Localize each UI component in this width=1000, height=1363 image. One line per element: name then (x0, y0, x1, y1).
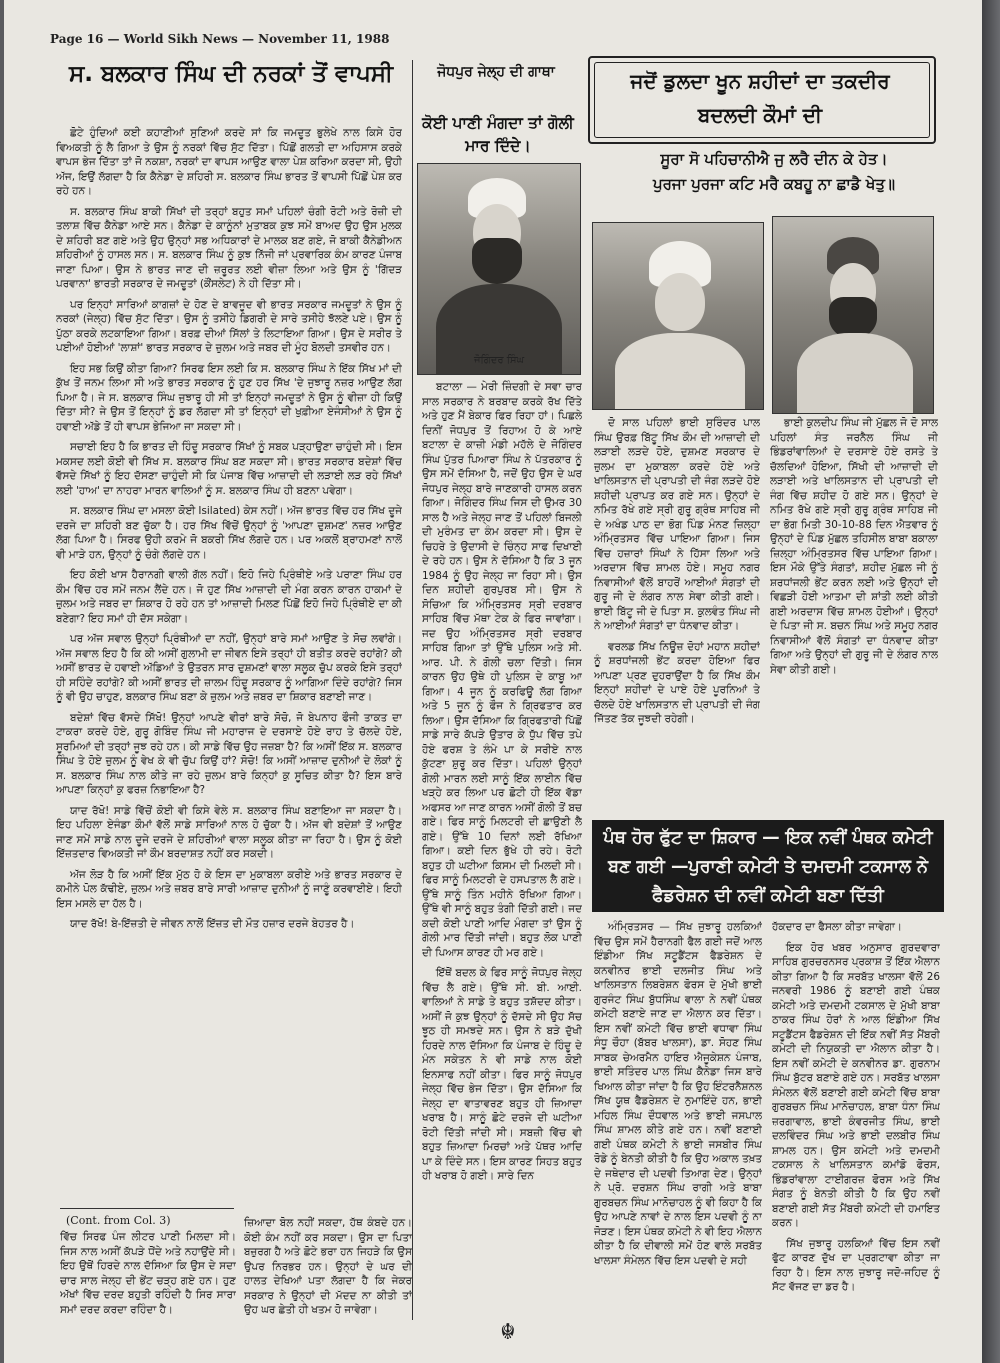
article4-headline-box: ਪੰਥ ਹੋਰ ਫੁੱਟ ਦਾ ਸ਼ਿਕਾਰ — ਇਕ ਨਵੀਂ ਪੰਥਕ ਕਮੇਟੀ ਬਣ ਗਈ —ਪੁਰਾਣੀ ਕਮੇਟੀ ਤੇ ਦਮਦਮੀ ਟਕਸਾਲ ਨੇ ਫੈਡਰੇਸ਼ਨ ਦੀ ਨਵੀਂ ਕਮੇਟੀ ਬਣਾ ਦਿੱਤੀ (592, 820, 944, 912)
article1-paragraph: ਯਾਦ ਰੱਖੋ! ਬੇ-ਇੱਜ਼ਤੀ ਦੇ ਜੀਵਨ ਨਾਲੋਂ ਇੱਜ਼ਤ ਦੀ ਮੌਤ ਹਜ਼ਾਰ ਦਰਜੇ ਬੇਹਤਰ ਹੈ। (70, 918, 355, 930)
column-divider (412, 60, 413, 1320)
article1-paragraph: ਸ. ਬਲਕਾਰ ਸਿੰਘ ਬਾਕੀ ਸਿੱਖਾਂ ਦੀ ਤਰ੍ਹਾਂ ਬਹੁਤ ਸਮਾਂ ਪਹਿਲਾਂ ਚੰਗੀ ਰੋਟੀ ਅਤੇ ਰੋਜ਼ੀ ਦੀ ਤਲਾਸ਼ ਵਿੱਚ ਕੈਨੇਡਾ ਆਏ ਸਨ। ਕੈਨੇਡਾ ਦੇ ਕਾਨੂੰਨਾਂ ਮੁਤਾਬਕ ਕੁਝ ਸਮੇਂ ਬਾਅਦ ਉਹ ਉਸ ਮੁਲਕ ਦੇ ਸ਼ਹਿਰੀ ਬਣ ਗਏ ਅਤੇ ਉਹ ਉਨ੍ਹਾਂ ਸਭ ਅਧਿਕਾਰਾਂ ਦੇ ਮਾਲਕ ਬਣ ਗਏ, ਜੋ ਬਾਕੀ ਕੈਨੇਡੀਅਨ ਸ਼ਹਿਰੀਆਂ ਨੂੰ ਹਾਸਲ ਸਨ। ਸ. ਬਲਕਾਰ ਸਿੰਘ ਨੂੰ ਕੁਝ ਨਿੱਜੀ ਜਾਂ ਪ੍ਰਵਾਰਿਕ ਕੰਮ ਕਾਰਣ ਪੰਜਾਬ ਜਾਣਾ ਪਿਆ। ਉਸ ਨੇ ਭਾਰਤ ਜਾਣ ਦੀ ਜ਼ਰੂਰਤ ਲਈ ਵੀਜ਼ਾ ਲਿਆ ਅਤੇ ਉਸ ਨੂੰ 'ਗਿੱਦੜ ਪਰਵਾਨਾ' ਭਾਰਤੀ ਸਰਕਾਰ ਦੇ ਜਮਦੂਤਾਂ (ਕੌਂਸਲੇਟ) ਨੇ ਹੀ ਦਿੱਤਾ ਸੀ। (56, 205, 402, 290)
article4-paragraph: ਹੱਕਦਾਰ ਦਾ ਫੈਸਲਾ ਕੀਤਾ ਜਾਵੇਗਾ। (772, 921, 902, 933)
article2-paragraph: ਇੱਥੋਂ ਬਦਲ ਕੇ ਫਿਰ ਸਾਨੂੰ ਜੋਧਪੁਰ ਜੇਲ੍ਹ ਵਿੱਚ ਲੈ ਗਏ। ਉੱਥੇ ਸੀ. ਬੀ. ਆਈ. ਵਾਲਿਆਂ ਨੇ ਸਾਡੇ ਤੇ ਬਹੁਤ ਤਸ਼ੱਦਦ ਕੀਤਾ। ਅਸੀਂ ਜੋ ਕੁਝ ਉਨ੍ਹਾਂ ਨੂੰ ਦੱਸਦੇ ਸੀ ਉਹ ਸੱਚ ਝੂਠ ਹੀ ਸਮਝਦੇ ਸਨ। ਉਸ ਨੇ ਬੜੇ ਦੁੱਖੀ ਹਿਰਦੇ ਨਾਲ ਦੱਸਿਆ ਕਿ ਪੰਜਾਬ ਦੇ ਹਿੰਦੂ ਦੇ ਮੰਨ ਸਕੇਤਨ ਨੇ ਵੀ ਸਾਡੇ ਨਾਲ ਕੋਈ ਇਨਸਾਫ ਨਹੀਂ ਕੀਤਾ। ਫਿਰ ਸਾਨੂੰ ਜੋਧਪੁਰ ਜੇਲ੍ਹ ਵਿੱਚ ਭੇਜ ਦਿੱਤਾ। ਉਸ ਦੱਸਿਆ ਕਿ ਜੇਲ੍ਹ ਦਾ ਵਾਤਾਵਰਣ ਬਹੁਤ ਹੀ ਜ਼ਿਆਦਾ ਖਰਾਬ ਹੈ। ਸਾਨੂੰ ਛੋਟੇ ਦਰਜੇ ਦੀ ਘਟੀਆ ਰੋਟੀ ਦਿੱਤੀ ਜਾਂਦੀ ਸੀ। ਸਬਜ਼ੀ ਵਿੱਚ ਵੀ ਬਹੁਤ ਜ਼ਿਆਦਾ ਮਿਰਚਾਂ ਅਤੇ ਪੱਥਰ ਆਦਿ ਪਾ ਕੇ ਦਿੰਦੇ ਸਨ। ਇਸ ਕਾਰਣ ਸਿਹਤ ਬਹੁਤ ਹੀ ਖਰਾਬ ਹੋ ਗਈ। ਸਾਰੇ ਦਿਨ (422, 967, 582, 1182)
article1-paragraph: ਅੱਜ ਲੋੜ ਹੈ ਕਿ ਅਸੀਂ ਇੱਕ ਮੁੱਠ ਹੋ ਕੇ ਇਸ ਦਾ ਮੁਕਾਬਲਾ ਕਰੀਏ ਅਤੇ ਭਾਰਤ ਸਰਕਾਰ ਦੇ ਕਮੀਨੇ ਪੋਲ ਕੱਢੀਏ, ਜ਼ੁਲਮ ਅਤੇ ਜ਼ਬਰ ਬਾਰੇ ਸਾਰੀ ਆਜ਼ਾਦ ਦੁਨੀਆਂ ਨੂੰ ਜਾਣੂੰ ਕਰਵਾਈਏ। ਇਹੀ ਇਸ ਮਸਲੇ ਦਾ ਹੱਲ ਹੈ। (56, 868, 402, 910)
article3-headline: ਜਦੋਂ ਡੁਲਦਾ ਖੂਨ ਸ਼ਹੀਦਾਂ ਦਾ ਤਕਦੀਰ ਬਦਲਦੀ ਕੌਮਾਂ ਦੀ (630, 69, 890, 127)
article1-headline: ਸ. ਬਲਕਾਰ ਸਿੰਘ ਦੀ ਨਰਕਾਂ ਤੋਂ ਵਾਪਸੀ (68, 61, 394, 87)
article1-paragraph: ਸ. ਬਲਕਾਰ ਸਿੰਘ ਦਾ ਮਸਲਾ ਕੋਈ Isilated) ਕੇਸ ਨਹੀਂ। ਅੱਜ ਭਾਰਤ ਵਿੱਚ ਹਰ ਸਿੱਖ ਦੂਜੇ ਦਰਜੇ ਦਾ ਸ਼ਹਿਰੀ ਬਣ ਚੁੱਕਾ ਹੈ। ਹਰ ਸਿੱਖ ਵਿੱਚੋਂ ਉਨ੍ਹਾਂ ਨੂੰ 'ਆਪਣਾ ਦੁਸ਼ਮਣ' ਨਜ਼ਰ ਆਉਣ ਲੱਗ ਪਿਆ ਹੈ। ਸਿਰਫ ਉਹੀ ਕਰਮੇ ਜੋ ਬਕਰੀ ਸਿੱਖ ਲੱਗਦੇ ਹਨ। ਪਰ ਅਕਲੋਂ ਬ੍ਰਾਹਮਣਾਂ ਨਾਲੋਂ ਵੀ ਮਾੜੇ ਹਨ, ਉਨ੍ਹਾਂ ਨੂੰ ਚੰਗੇ ਲੱਗਦੇ ਹਨ। (56, 505, 402, 561)
column-divider (60, 1208, 234, 1209)
article4-paragraph: ਸਿੱਖ ਜੁਝਾਰੂ ਹਲਕਿਆਂ ਵਿੱਚ ਇਸ ਨਵੀਂ ਫੁੱਟ ਕਾਰਣ ਦੁੱਖ ਦਾ ਪ੍ਰਗਟਾਵਾ ਕੀਤਾ ਜਾ ਰਿਹਾ ਹੈ। ਇਸ ਨਾਲ ਜੁਝਾਰੂ ਜਦੋ-ਜਹਿਦ ਨੂੰ ਸੱਟ ਵੱਜਣ ਦਾ ਡਰ ਹੈ। (772, 1237, 940, 1293)
portrait-photo-surinder-pal-singh (592, 222, 764, 410)
article2-headline: ਕੋਈ ਪਾਣੀ ਮੰਗਦਾ ਤਾਂ ਗੋਲੀ ਮਾਰ ਦਿੰਦੇ। (422, 114, 574, 155)
article4-paragraph: ਅੰਮ੍ਰਿਤਸਰ — ਸਿੱਖ ਜੁਝਾਰੂ ਹਲਕਿਆਂ ਵਿੱਚ ਉਸ ਸਮੇਂ ਹੈਰਾਨਗੀ ਫੈਲ ਗਈ ਜਦੋਂ ਆਲ ਇੰਡੀਆ ਸਿੱਖ ਸਟੂਡੈਂਟਸ ਫੈਡਰੇਸ਼ਨ ਦੇ ਕਨਵੀਨਰ ਭਾਈ ਦਲਜੀਤ ਸਿੰਘ ਅਤੇ ਖਾਲਿਸਤਾਨ ਲਿਬਰੇਸ਼ਨ ਫੋਰਸ ਦੇ ਮੁੱਖੀ ਭਾਈ ਗੁਰਜੰਟ ਸਿੰਘ ਬੁੱਧਸਿੰਘ ਵਾਲਾ ਨੇ ਨਵੀਂ ਪੰਥਕ ਕਮੇਟੀ ਬਣਾਏ ਜਾਣ ਦਾ ਐਲਾਨ ਕਰ ਦਿੱਤਾ। ਇਸ ਨਵੀਂ ਕਮੇਟੀ ਵਿੱਚ ਭਾਈ ਵਧਾਵਾ ਸਿੰਘ ਸੰਧੂ ਚੌਹਾ (ਬੱਬਰ ਖਾਲਸਾ), ਡਾ. ਸੋਹਣ ਸਿੰਘ ਸਾਬਕ ਚੇਅਰਮੈਨ ਹਾਇਰ ਐਜੂਕੇਸ਼ਨ ਪੰਜਾਬ, ਭਾਈ ਸਤਿੰਦਰ ਪਾਲ ਸਿੰਘ ਕੈਨੇਡਾ ਜਿਸ ਬਾਰੇ ਖਿਆਲ ਕੀਤਾ ਜਾਂਦਾ ਹੈ ਕਿ ਉਹ ਇੰਟਰਨੈਸ਼ਨਲ ਸਿੱਖ ਯੂਥ ਫੈਡਰੇਸ਼ਨ ਦੇ ਨੁਮਾਇੰਦੇ ਹਨ, ਭਾਈ ਮਹਿਲ ਸਿੰਘ ਦੌਧਵਾਲ ਅਤੇ ਭਾਈ ਜਸਪਾਲ ਸਿੰਘ ਸ਼ਾਮਲ ਕੀਤੇ ਗਏ ਹਨ। ਨਵੀਂ ਬਣਾਈ ਗਈ ਪੰਥਕ ਕਮੇਟੀ ਨੇ ਭਾਈ ਜਸਬੀਰ ਸਿੰਘ ਰੋਡੇ ਨੂੰ ਬੇਨਤੀ ਕੀਤੀ ਹੈ ਕਿ ਉਹ ਅਕਾਲ ਤਖ਼ਤ ਦੇ ਜਥੇਦਾਰ ਦੀ ਪਦਵੀ ਤਿਆਗ ਦੇਣ। ਉਨ੍ਹਾਂ ਨੇ ਪ੍ਰੋ. ਦਰਸ਼ਨ ਸਿੰਘ ਰਾਗੀ ਅਤੇ ਬਾਬਾ ਗੁਰਬਚਨ ਸਿੰਘ ਮਾਨੋਚਾਹਲ ਨੂੰ ਵੀ ਕਿਹਾ ਹੈ ਕਿ ਉਹ ਆਪਣੇ ਨਾਵਾਂ ਦੇ ਨਾਲ ਇਸ ਪਦਵੀ ਨੂੰ ਨਾ ਜੋੜਣ। ਇਸ ਪੰਥਕ ਕਮੇਟੀ ਨੇ ਵੀ ਇਹ ਐਲਾਨ ਕੀਤਾ ਹੈ ਕਿ ਦੀਵਾਲੀ ਸਮੇਂ ਹੋਣ ਵਾਲੇ ਸਰਬੱਤ ਖਾਲਸਾ ਸੰਮੇਲਨ ਵਿੱਚ ਇਸ ਪਦਵੀ ਦੇ ਸਹੀ (594, 921, 762, 1267)
article1-paragraph: ਛੋਟੇ ਹੁੰਦਿਆਂ ਕਈ ਕਹਾਣੀਆਂ ਸੁਣਿਆਂ ਕਰਦੇ ਸਾਂ ਕਿ ਜਮਦੂਤ ਭੁਲੇਖੇ ਨਾਲ ਕਿਸੇ ਹੋਰ ਵਿਅਕਤੀ ਨੂੰ ਲੈ ਗਿਆ ਤੇ ਉਸ ਨੂੰ ਨਰਕਾਂ ਵਿੱਚ ਸੁੱਟ ਦਿੱਤਾ। ਪਿੱਛੋਂ ਗਲਤੀ ਦਾ ਅਹਿਸਾਸ ਕਰਕੇ ਵਾਪਸ ਭੇਜ ਦਿੱਤਾ ਤਾਂ ਜੋ ਨਕਸ਼ਾ, ਨਰਕਾਂ ਦਾ ਵਾਪਸ ਆਉਣ ਵਾਲਾ ਪੇਸ਼ ਕਰਿਆ ਕਰਦਾ ਸੀ, ਉਹੀ ਅੱਜ, ਇਉਂ ਲੱਗਦਾ ਹੈ ਕਿ ਕੈਨੇਡਾ ਦੇ ਸ਼ਹਿਰੀ ਸ. ਬਲਕਾਰ ਸਿੰਘ ਭਾਰਤ ਤੋਂ ਵਾਪਸੀ ਪਿੱਛੋਂ ਪੇਸ਼ ਕਰ ਰਹੇ ਹਨ। (56, 127, 402, 197)
article1-body (56, 126, 402, 1190)
khanda-emblem-icon: ☬ (500, 1320, 516, 1345)
article3-right-column (770, 416, 938, 776)
article2-overflow (422, 1214, 582, 1314)
article1-paragraph: ਇਹ ਕੋਈ ਖਾਸ ਹੈਰਾਨਗੀ ਵਾਲੀ ਗੱਲ ਨਹੀਂ। ਇਹੋ ਜਿਹੇ ਪ੍ਰਿੰਥੀਏ ਅਤੇ ਪਰਾਣਾ ਸਿੰਘ ਹਰ ਕੌਮ ਵਿੱਚ ਹਰ ਸਮੇਂ ਜਨਮ ਲੈਂਦੇ ਹਨ। ਜੋ ਹੁਣ ਸਿੱਖ ਆਜ਼ਾਦੀ ਦੀ ਮੰਗ ਕਰਨ ਕਾਰਨ ਹਾਕਮਾਂ ਦੇ ਜ਼ੁਲਮ ਅਤੇ ਜਬਰ ਦਾ ਸ਼ਿਕਾਰ ਹੋ ਰਹੇ ਹਨ ਤਾਂ ਆਜ਼ਾਦੀ ਮਿਲਣ ਪਿੱਛੋਂ ਇਹੋ ਜਿਹੇ ਪ੍ਰਿੰਥੀਏ ਦਾ ਕੀ ਬਣੇਗਾ? ਇਹ ਸਮਾਂ ਹੀ ਦੱਸ ਸਕੇਗਾ। (56, 569, 402, 625)
article2-paragraph: ਬਟਾਲਾ — ਮੇਰੀ ਜ਼ਿੰਦਗੀ ਦੇ ਸਵਾ ਚਾਰ ਸਾਲ ਸਰਕਾਰ ਨੇ ਬਰਬਾਦ ਕਰਕੇ ਰੱਖ ਦਿੱਤੇ ਅਤੇ ਹੁਣ ਮੈਂ ਬੇਕਾਰ ਫਿਰ ਰਿਹਾ ਹਾਂ। ਪਿਛਲੇ ਦਿਨੀਂ ਜੋਧਪੁਰ ਤੋਂ ਰਿਹਾਅ ਹੋ ਕੇ ਆਏ ਬਟਾਲਾ ਦੇ ਕਾਜ਼ੀ ਮੰਡੀ ਮਹੱਲੇ ਦੇ ਜੋਗਿੰਦਰ ਸਿੰਘ ਪੁੱਤਰ ਪਿਆਰਾ ਸਿੰਘ ਨੇ ਪੱਤਰਕਾਰ ਨੂੰ ਉਸ ਸਮੇਂ ਦੱਸਿਆ ਹੈ, ਜਦੋਂ ਉਹ ਉਸ ਦੇ ਘਰ ਜੋਧਪੁਰ ਜੇਲ੍ਹ ਬਾਰੇ ਜਾਣਕਾਰੀ ਹਾਸਲ ਕਰਨ ਗਿਆ। ਜੋਗਿੰਦਰ ਸਿੰਘ ਜਿਸ ਦੀ ਉਮਰ 30 ਸਾਲ ਹੈ ਅਤੇ ਜੇਲ੍ਹ ਜਾਣ ਤੋਂ ਪਹਿਲਾਂ ਬਿਜਲੀ ਦੀ ਮੁਰੰਮਤ ਦਾ ਕੰਮ ਕਰਦਾ ਸੀ। ਉਸ ਦੇ ਚਿਹਰੇ ਤੇ ਉਦਾਸੀ ਦੇ ਚਿੰਨ੍ਹ ਸਾਫ ਦਿਖਾਈ ਦੇ ਰਹੇ ਹਨ। ਉਸ ਨੇ ਦੱਸਿਆ ਹੈ ਕਿ 3 ਜੂਨ 1984 ਨੂੰ ਉਹ ਜੇਲ੍ਹ ਜਾ ਰਿਹਾ ਸੀ। ਉਸ ਦਿਨ ਸ਼ਹੀਦੀ ਗੁਰਪੁਰਬ ਸੀ। ਉਸ ਨੇ ਸੋਚਿਆ ਕਿ ਅੰਮ੍ਰਿਤਸਰ ਸ੍ਰੀ ਦਰਬਾਰ ਸਾਹਿਬ ਵਿੱਚ ਮੱਥਾ ਟੇਕ ਕੇ ਫਿਰ ਜਾਵਾਂਗਾ। ਜਦ ਉਹ ਅੰਮ੍ਰਿਤਸਰ ਸ੍ਰੀ ਦਰਬਾਰ ਸਾਹਿਬ ਗਿਆ ਤਾਂ ਉੱਥੇ ਪੁਲਿਸ ਅਤੇ ਸੀ. ਆਰ. ਪੀ. ਨੇ ਗੋਲੀ ਚਲਾ ਦਿੱਤੀ। ਜਿਸ ਕਾਰਨ ਉਹ ਉਥੇ ਹੀ ਪੁਲਿਸ ਦੇ ਕਾਬੂ ਆ ਗਿਆ। 4 ਜੂਨ ਨੂੰ ਕਰਫਿਊ ਲੱਗ ਗਿਆ ਅਤੇ 5 ਜੂਨ ਨੂੰ ਫੌਜ ਨੇ ਗ੍ਰਿਫਤਾਰ ਕਰ ਲਿਆ। ਉਸ ਦੱਸਿਆ ਕਿ ਗ੍ਰਿਫਤਾਰੀ ਪਿੱਛੋਂ ਸਾਡੇ ਸਾਰੇ ਕੱਪੜੇ ਉਤਾਰ ਕੇ ਧੁੱਪ ਵਿੱਚ ਤਪੇ ਹੋਏ ਫਰਸ਼ ਤੇ ਲੰਮੇ ਪਾ ਕੇ ਸਰੀਏ ਨਾਲ ਕੁੱਟਣਾ ਸ਼ੁਰੂ ਕਰ ਦਿੱਤਾ। ਪਹਿਲਾਂ ਉਨ੍ਹਾਂ ਗੋਲੀ ਮਾਰਨ ਲਈ ਸਾਨੂੰ ਇੱਕ ਲਾਈਨ ਵਿੱਚ ਖੜ੍ਹੇ ਕਰ ਲਿਆ ਪਰ ਛੋਟੀ ਹੀ ਇੱਕ ਵੱਡਾ ਅਫਸਰ ਆ ਜਾਣ ਕਾਰਨ ਅਸੀਂ ਗੋਲੀ ਤੋਂ ਬਚ ਗਏ। ਫਿਰ ਸਾਨੂੰ ਮਿਲਟਰੀ ਦੀ ਛਾਉਣੀ ਲੈ ਗਏ। ਉੱਥੇ 10 ਦਿਨਾਂ ਲਈ ਰੱਖਿਆ ਗਿਆ। ਕਈ ਦਿਨ ਭੁੱਖੇ ਹੀ ਰਹੇ। ਰੋਟੀ ਬਹੁਤ ਹੀ ਘਟੀਆ ਕਿਸਮ ਦੀ ਮਿਲਦੀ ਸੀ। ਫਿਰ ਸਾਨੂੰ ਮਿਲਟਰੀ ਦੇ ਹਸਪਤਾਲ ਲੈ ਗਏ। ਉੱਥੇ ਸਾਨੂੰ ਤਿੰਨ ਮਹੀਨੇ ਰੱਖਿਆ ਗਿਆ। ਉੱਥੇ ਵੀ ਸਾਨੂੰ ਬਹੁਤ ਤੰਗੀ ਦਿੱਤੀ ਗਈ। ਜਦ ਕਦੀ ਕੋਈ ਪਾਣੀ ਆਦਿ ਮੰਗਦਾ ਤਾਂ ਉਸ ਨੂੰ ਗੋਲੀ ਮਾਰ ਦਿੱਤੀ ਜਾਂਦੀ। ਬਹੁਤ ਲੋਕ ਪਾਣੀ ਦੀ ਪਿਆਸ ਕਾਰਣ ਹੀ ਮਰ ਗਏ। (422, 381, 582, 959)
article4-paragraph: ਇਕ ਹੋਰ ਖਬਰ ਅਨੁਸਾਰ ਗੁਰਦਵਾਰਾ ਸਾਹਿਬ ਗੁਰਚਰਨਸਰ ਪ੍ਰਕਾਸ਼ ਤੋਂ ਇੱਕ ਐਲਾਨ ਕੀਤਾ ਗਿਆ ਹੈ ਕਿ ਸਰਬੱਤ ਖਾਲਸਾ ਵੱਲੋਂ 26 ਜਨਵਰੀ 1986 ਨੂੰ ਬਣਾਈ ਗਈ ਪੰਥਕ ਕਮੇਟੀ ਅਤੇ ਦਮਦਮੀ ਟਕਸਾਲ ਦੇ ਮੁੱਖੀ ਬਾਬਾ ਠਾਕਰ ਸਿੰਘ ਹੋਰਾਂ ਨੇ ਆਲ ਇੰਡੀਆ ਸਿੱਖ ਸਟੂਡੈਂਟਸ ਫੈਡਰੇਸ਼ਨ ਦੀ ਇੱਕ ਨਵੀਂ ਸੱਤ ਮੈਂਬਰੀ ਕਮੇਟੀ ਦੀ ਨਿਯੁਕਤੀ ਦਾ ਐਲਾਨ ਕੀਤਾ ਹੈ। ਇਸ ਨਵੀਂ ਕਮੇਟੀ ਦੇ ਕਨਵੀਨਰ ਡਾ. ਗੁਰਨਾਮ ਸਿੰਘ ਬੁੱਟਰ ਬਣਾਏ ਗਏ ਹਨ। ਸਰਬੱਤ ਖਾਲਸਾ ਸੰਮੇਲਨ ਵੱਲੋਂ ਬਣਾਈ ਗਈ ਕਮੇਟੀ ਵਿੱਚ ਬਾਬਾ ਗੁਰਬਚਨ ਸਿੰਘ ਮਾਨੋਚਾਹਲ, ਬਾਬਾ ਧੰਨਾ ਸਿੰਘ ਜ਼ਰਗਾਵਾਲ, ਭਾਈ ਕੰਵਰਜੀਤ ਸਿੰਘ, ਭਾਈ ਦਲਵਿੰਦਰ ਸਿੰਘ ਅਤੇ ਭਾਈ ਦਲਬੀਰ ਸਿੰਘ ਸ਼ਾਮਲ ਹਨ। ਉਸ ਕਮੇਟੀ ਅਤੇ ਦਮਦਮੀ ਟਕਸਾਲ ਨੇ ਖਾਲਿਸਤਾਨ ਕਮਾਂਡੋ ਫੋਰਸ, ਭਿੰਡਰਾਂਵਾਲਾ ਟਾਈਗਰਜ਼ ਫੋਰਸ ਅਤੇ ਸਿੱਖ ਸੰਗਤ ਨੂੰ ਬੇਨਤੀ ਕੀਤੀ ਹੈ ਕਿ ਉਹ ਨਵੀਂ ਬਣਾਈ ਗਈ ਸੱਤ ਮੈਂਬਰੀ ਕਮੇਟੀ ਦੀ ਹਮਾਇਤ ਕਰਨ। (772, 941, 940, 1229)
article3-paragraph: ਵਰਲਡ ਸਿੱਖ ਨਿਊਜ਼ ਦੋਹਾਂ ਮਹਾਨ ਸ਼ਹੀਦਾਂ ਨੂੰ ਸ਼ਰਧਾਂਜਲੀ ਭੇਂਟ ਕਰਦਾ ਹੋਇਆ ਫਿਰ ਆਪਣਾ ਪ੍ਰਣ ਦੁਹਰਾਉਂਦਾ ਹੈ ਕਿ ਸਿੱਖ ਕੌਮ ਇਨ੍ਹਾਂ ਸ਼ਹੀਦਾਂ ਦੇ ਪਾਏ ਹੋਏ ਪੂਰਨਿਆਂ ਤੇ ਚੱਲਦੇ ਹੋਏ ਖਾਲਿਸਤਾਨ ਦੀ ਪ੍ਰਾਪਤੀ ਦੀ ਜੰਗ ਜਿੱਤਣ ਤੱਕ ਜੂਝਦੀ ਰਹੇਗੀ। (594, 640, 760, 725)
article4-left-column (594, 920, 762, 1320)
article3-verse-line-2: ਪੁਰਜਾ ਪੁਰਜਾ ਕਟਿ ਮਰੈ ਕਬਹੂ ਨਾ ਛਾਡੈ ਖੇਤੁ॥ (652, 175, 896, 193)
article2-continued: ਜ਼ਿਆਦਾ ਬੋਲ ਨਹੀਂ ਸਕਦਾ, ਹੱਥ ਕੰਬਦੇ ਹਨ। ਕੋਈ ਕੰਮ ਨਹੀਂ ਕਰ ਸਕਦਾ। ਉਸ ਦਾ ਪਿਤਾ ਬਜ਼ੁਰਗ ਹੈ ਅਤੇ ਛੋਟੇ ਭਰਾ ਹਨ ਜਿਹੜੇ ਕਿ ਉਸ ਉਪਰ ਨਿਰਭਰ ਹਨ। ਉਨ੍ਹਾਂ ਦੇ ਘਰ ਦੀ ਹਾਲਤ ਦੇਖਿਆਂ ਪਤਾ ਲੱਗਦਾ ਹੈ ਕਿ ਜੇਕਰ ਸਰਕਾਰ ਨੇ ਉਨ੍ਹਾਂ ਦੀ ਮੱਦਦ ਨਾ ਕੀਤੀ ਤਾਂ ਉਹ ਘਰ ਛੇਤੀ ਹੀ ਖਤਮ ਹੋ ਜਾਵੇਗਾ। (244, 1217, 412, 1316)
article1-paragraph: ਯਾਦ ਰੱਖੋ! ਸਾਡੇ ਵਿੱਚੋਂ ਕੋਈ ਵੀ ਕਿਸੇ ਵੇਲੇ ਸ. ਬਲਕਾਰ ਸਿੰਘ ਬਣਾਇਆ ਜਾ ਸਕਦਾ ਹੈ। ਇਹ ਪਹਿਲਾ ਏਜੰਡਾ ਕੌਮਾਂ ਵੱਲੋਂ ਸਾਡੇ ਸਾਰਿਆਂ ਨਾਲ ਹੋ ਚੁੱਕਾ ਹੈ। ਅੱਜ ਵੀ ਬਦੇਸ਼ਾਂ ਤੋਂ ਆਉਣ ਜਾਣ ਸਮੇਂ ਸਾਡੇ ਨਾਲ ਦੂਜੇ ਦਰਜੇ ਦੇ ਸ਼ਹਿਰੀਆਂ ਵਾਲਾ ਸਲੂਕ ਕੀਤਾ ਜਾ ਰਿਹਾ ਹੈ। ਉਸ ਨੂੰ ਕੋਈ ਇੱਜ਼ਤਦਾਰ ਵਿਅਕਤੀ ਜਾਂ ਕੌਮ ਬਰਦਾਸ਼ਤ ਨਹੀਂ ਕਰ ਸਕਦੀ। (56, 804, 402, 860)
cont-text: ਵਿੱਚ ਸਿਰਫ ਪੰਜ ਲੀਟਰ ਪਾਣੀ ਮਿਲਦਾ ਸੀ। ਜਿਸ ਨਾਲ ਅਸੀਂ ਕੱਪੜੇ ਧੋਂਦੇ ਅਤੇ ਨਹਾਉਂਦੇ ਸੀ। ਇਹ ਉਥੋਂ ਹਿਰਦੇ ਨਾਲ ਦੱਸਿਆ ਕਿ ਉਸ ਦੇ ਸਦਾ ਚਾਰ ਸਾਲ ਜੇਲ੍ਹ ਦੀ ਭੇਂਟ ਚੜ੍ਹ ਗਏ ਹਨ। ਹੁਣ ਅੱਖਾਂ ਵਿੱਚ ਦਰਦ ਬਹੁਤੀ ਰਹਿੰਦੀ ਹੈ ਸਿਰ ਸਾਰਾ ਸਮਾਂ ਦਰਦ ਕਰਦਾ ਰਹਿੰਦਾ ਹੈ। (60, 1231, 236, 1316)
article2-kicker: ਜੋਧਪੁਰ ਜੇਲ੍ਹ ਦੀ ਗਾਥਾ (437, 64, 555, 80)
portrait-photo-joginder-singh (417, 163, 581, 375)
article1-paragraph: ਪਰ ਅੱਜ ਸਵਾਲ ਉਨ੍ਹਾਂ ਪ੍ਰਿੰਥੀਆਂ ਦਾ ਨਹੀਂ, ਉਨ੍ਹਾਂ ਬਾਰੇ ਸਮਾਂ ਆਉਣ ਤੇ ਸੋਚ ਲਵਾਂਗੇ। ਅੱਜ ਸਵਾਲ ਇਹ ਹੈ ਕਿ ਕੀ ਅਸੀਂ ਗੁਲਾਮੀ ਦਾ ਜੀਵਨ ਇਸੇ ਤਰ੍ਹਾਂ ਹੀ ਬਤੀਤ ਕਰਦੇ ਰਹਾਂਗੇ? ਕੀ ਅਸੀਂ ਭਾਰਤ ਦੇ ਹਵਾਈ ਅੱਡਿਆਂ ਤੇ ਉਤਰਨ ਸਾਰ ਦੁਸ਼ਮਣਾਂ ਵਾਲਾ ਸਲੂਕ ਚੁੱਪ ਕਰਕੇ ਇਸੇ ਤਰ੍ਹਾਂ ਹੀ ਸਹਿੰਦੇ ਰਹਾਂਗੇ? ਕੀ ਅਸੀਂ ਭਾਰਤ ਦੀ ਜ਼ਾਲਮ ਹਿੰਦੂ ਸਰਕਾਰ ਨੂੰ ਆਗਿਆ ਦਿੰਦੇ ਰਹਾਂਗੇ? ਜਿਸ ਨੂੰ ਵੀ ਉਹ ਚਾਹੁਣ, ਬਲਕਾਰ ਸਿੰਘ ਬਣਾ ਕੇ ਜ਼ੁਲਮ ਅਤੇ ਜ਼ਬਰ ਦਾ ਸ਼ਿਕਾਰ ਬਣਾਈ ਜਾਣ। (56, 633, 402, 703)
article1-paragraph: ਸਚਾਈ ਇਹ ਹੈ ਕਿ ਭਾਰਤ ਦੀ ਹਿੰਦੂ ਸਰਕਾਰ ਸਿੱਖਾਂ ਨੂੰ ਸਬਕ ਪੜ੍ਹਾਉਣਾ ਚਾਹੁੰਦੀ ਸੀ। ਇਸ ਮਕਸਦ ਲਈ ਕੋਈ ਵੀ ਸਿੱਖ ਸ. ਬਲਕਾਰ ਸਿੰਘ ਬਣ ਸਕਦਾ ਸੀ। ਭਾਰਤ ਸਰਕਾਰ ਬਦੇਸ਼ਾਂ ਵਿੱਚ ਵੱਸਦੇ ਸਿੱਖਾਂ ਨੂੰ ਇਹ ਦੱਸਣਾ ਚਾਹੁੰਦੀ ਸੀ ਕਿ ਪੰਜਾਬ ਵਿੱਚ ਆਜ਼ਾਦੀ ਦੀ ਲੜਾਈ ਲੜ ਰਹੇ ਸਿੱਖਾਂ ਲਈ 'ਹਾਅ' ਦਾ ਨਾਹਰਾ ਮਾਰਨ ਵਾਲਿਆਂ ਨੂੰ ਸ. ਬਲਕਾਰ ਸਿੰਘ ਹੀ ਬਣਨਾ ਪਵੇਗਾ। (56, 441, 402, 497)
article3-verse-line-1: ਸੂਰਾ ਸੋ ਪਹਿਚਾਨੀਐ ਜੁ ਲਰੈ ਦੀਨ ਕੇ ਹੇਤ। (660, 150, 888, 168)
article1-paragraph: ਪਰ ਇਨ੍ਹਾਂ ਸਾਰਿਆਂ ਕਾਗਜ਼ਾਂ ਦੇ ਹੋਣ ਦੇ ਬਾਵਜੂਦ ਵੀ ਭਾਰਤ ਸਰਕਾਰ ਜਮਦੂਤਾਂ ਨੇ ਉਸ ਨੂੰ ਨਰਕਾਂ (ਜੇਲ੍ਹ) ਵਿੱਚ ਸੁੱਟ ਦਿੱਤਾ। ਉਸ ਨੂੰ ਤਸੀਹੇ ਡਿਗਰੀ ਦੇ ਸਾਰੇ ਤਸੀਹੇ ਝੱਲਣੇ ਪਏ। ਉਸ ਨੂੰ ਪੁੱਠਾ ਕਰਕੇ ਲਟਕਾਇਆ ਗਿਆ। ਬਰਫ਼ ਦੀਆਂ ਸਿੱਲਾਂ ਤੇ ਲਿਟਾਇਆ ਗਿਆ। ਉਸ ਦੇ ਸਰੀਰ ਤੇ ਪਈਆਂ ਹੋਈਆਂ 'ਲਾਸ਼ਾਂ' ਭਾਰਤ ਸਰਕਾਰ ਦੇ ਜ਼ੁਲਮ ਅਤੇ ਜਬਰ ਦੀ ਮੂੰਹ ਬੋਲਦੀ ਤਸਵੀਰ ਹਨ। (56, 298, 402, 354)
cont-label: (Cont. from Col. 3) (66, 1214, 171, 1227)
photo-caption: ਜੋਗਿੰਦਰ ਸਿੰਘ (473, 355, 525, 366)
article4-right-column (772, 920, 940, 1320)
article3-paragraph: ਭਾਈ ਕੁਲਦੀਪ ਸਿੰਘ ਜੀ ਮੁੱਛਲ ਜੋ ਦੋ ਸਾਲ ਪਹਿਲਾਂ ਸੰਤ ਜਰਨੈਲ ਸਿੰਘ ਜੀ ਭਿੰਡਰਾਂਵਾਲਿਆਂ ਦੇ ਦਰਸਾਏ ਹੋਏ ਰਸਤੇ ਤੇ ਚੱਲਦਿਆਂ ਹੋਇਆ, ਸਿੱਖੀ ਦੀ ਆਜ਼ਾਦੀ ਦੀ ਲੜਾਈ ਅਤੇ ਖਾਲਿਸਤਾਨ ਦੀ ਪ੍ਰਾਪਤੀ ਦੀ ਜੰਗ ਵਿੱਚ ਸ਼ਹੀਦ ਹੋ ਗਏ ਸਨ। ਉਨ੍ਹਾਂ ਦੇ ਨਮਿਤ ਰੱਖੇ ਗਏ ਸ੍ਰੀ ਗੁਰੂ ਗ੍ਰੰਥ ਸਾਹਿਬ ਜੀ ਦਾ ਭੋਗ ਮਿਤੀ 30-10-88 ਦਿਨ ਐਤਵਾਰ ਨੂੰ ਉਨ੍ਹਾਂ ਦੇ ਪਿੰਡ ਮੁੱਛਲ ਤਹਿਸੀਲ ਬਾਬਾ ਬਕਾਲਾ ਜ਼ਿਲ੍ਹਾ ਅੰਮ੍ਰਿਤਸਰ ਵਿੱਚ ਪਾਇਆ ਗਿਆ। ਇਸ ਮੌਕੇ ਉੱਤੇ ਸੰਗਤਾਂ, ਸ਼ਹੀਦ ਮੁੱਛਲ ਜੀ ਨੂੰ ਸ਼ਰਧਾਂਜਲੀ ਭੇਂਟ ਕਰਨ ਲਈ ਅਤੇ ਉਨ੍ਹਾਂ ਦੀ ਵਿਛੜੀ ਹੋਈ ਆਤਮਾ ਦੀ ਸ਼ਾਂਤੀ ਲਈ ਕੀਤੀ ਗਈ ਅਰਦਾਸ ਵਿੱਚ ਸ਼ਾਮਲ ਹੋਈਆਂ। ਉਨ੍ਹਾਂ ਦੇ ਪਿਤਾ ਜੀ ਸ. ਬਚਨ ਸਿੰਘ ਅਤੇ ਸਮੂਹ ਨਗਰ ਨਿਵਾਸੀਆਂ ਵੱਲੋਂ ਸੰਗਤਾਂ ਦਾ ਧੰਨਵਾਦ ਕੀਤਾ ਗਿਆ ਅਤੇ ਉਨ੍ਹਾਂ ਦੀ ਗੁਰੂ ਜੀ ਦੇ ਲੰਗਰ ਨਾਲ ਸੇਵਾ ਕੀਤੀ ਗਈ। (770, 417, 938, 676)
portrait-photo-kuldeep-singh (772, 216, 934, 414)
page-header: Page 16 — World Sikh News — November 11, 1988 (50, 32, 390, 46)
article3-paragraph: ਦੋ ਸਾਲ ਪਹਿਲਾਂ ਭਾਈ ਸੁਰਿੰਦਰ ਪਾਲ ਸਿੰਘ ਉਰਫ਼ ਬਿੱਟੂ ਸਿੱਖ ਕੌਮ ਦੀ ਆਜ਼ਾਦੀ ਦੀ ਲੜਾਈ ਲੜਦੇ ਹੋਏ, ਦੁਸ਼ਮਣ ਸਰਕਾਰ ਦੇ ਜ਼ੁਲਮ ਦਾ ਮੁਕਾਬਲਾ ਕਰਦੇ ਹੋਏ ਅਤੇ ਖਾਲਿਸਤਾਨ ਦੀ ਪ੍ਰਾਪਤੀ ਦੀ ਜੰਗ ਲੜਦੇ ਹੋਏ ਸ਼ਹੀਦੀ ਪ੍ਰਾਪਤ ਕਰ ਗਏ ਸਨ। ਉਨ੍ਹਾਂ ਦੇ ਨਮਿਤ ਰੱਖੇ ਗਏ ਸ੍ਰੀ ਗੁਰੂ ਗ੍ਰੰਥ ਸਾਹਿਬ ਜੀ ਦੇ ਅਖੰਡ ਪਾਠ ਦਾ ਭੋਗ ਪਿੰਡ ਮੰਨਣ ਜ਼ਿਲ੍ਹਾ ਅੰਮ੍ਰਿਤਸਰ ਵਿੱਚ ਪਾਇਆ ਗਿਆ। ਜਿਸ ਵਿੱਚ ਹਜ਼ਾਰਾਂ ਸਿੰਘਾਂ ਨੇ ਹਿੱਸਾ ਲਿਆ ਅਤੇ ਅਰਦਾਸ ਵਿੱਚ ਸ਼ਾਮਲ ਹੋਏ। ਸਮੂਹ ਨਗਰ ਨਿਵਾਸੀਆਂ ਵੱਲੋਂ ਬਾਹਰੋਂ ਆਈਆਂ ਸੰਗਤਾਂ ਦੀ ਗੁਰੂ ਜੀ ਦੇ ਲੰਗਰ ਨਾਲ ਸੇਵਾ ਕੀਤੀ ਗਈ। ਭਾਈ ਬਿੱਟੂ ਜੀ ਦੇ ਪਿਤਾ ਸ. ਕੁਲਵੰਤ ਸਿੰਘ ਜੀ ਨੇ ਆਈਆਂ ਸੰਗਤਾਂ ਦਾ ਧੰਨਵਾਦ ਕੀਤਾ। (594, 417, 760, 632)
article2-body (422, 380, 582, 1210)
page-edge-shadow (982, 0, 1000, 1363)
article3-left-column (594, 416, 760, 776)
article1-paragraph: ਬਦੇਸ਼ਾਂ ਵਿੱਚ ਵੱਸਦੇ ਸਿੱਖੋ! ਉਨ੍ਹਾਂ ਆਪਣੇ ਵੀਰਾਂ ਬਾਰੇ ਸੋਚੋ, ਜੋ ਬੇਪਨਾਹ ਫੌਜੀ ਤਾਕਤ ਦਾ ਟਾਕਰਾ ਕਰਦੇ ਹੋਏ, ਗੁਰੂ ਗੋਬਿੰਦ ਸਿੰਘ ਜੀ ਮਹਾਰਾਜ ਦੇ ਦਰਸਾਏ ਹੋਏ ਰਾਹ ਤੇ ਚੱਲਦੇ ਹੋਏ, ਸੂਰਮਿਆਂ ਦੀ ਤਰ੍ਹਾਂ ਜੂਝ ਰਹੇ ਹਨ। ਕੀ ਸਾਡੇ ਵਿੱਚ ਉਹ ਜਜ਼ਬਾ ਹੈ? ਕਿ ਅਸੀਂ ਇੱਕ ਸ. ਬਲਕਾਰ ਸਿੰਘ ਤੇ ਹੋਏ ਜ਼ੁਲਮ ਨੂੰ ਵੇਖ ਕੇ ਵੀ ਚੁੱਪ ਕਿਉਂ ਹਾਂ? ਸੋਚੋ! ਕਿ ਅਸੀਂ ਆਜ਼ਾਦ ਦੁਨੀਆਂ ਦੇ ਲੋਕਾਂ ਨੂੰ ਸ. ਬਲਕਾਰ ਸਿੰਘ ਨਾਲ ਕੀਤੇ ਜਾ ਰਹੇ ਜ਼ੁਲਮ ਬਾਰੇ ਕਿਨ੍ਹਾਂ ਕੁ ਸੂਚਿਤ ਕੀਤਾ ਹੈ? ਇਸ ਬਾਰੇ ਆਪਣਾ ਕਿਨ੍ਹਾਂ ਕੁ ਫਰਜ਼ ਨਿਭਾਇਆ ਹੈ? (56, 711, 402, 796)
article1-paragraph: ਇਹ ਸਭ ਕਿਉਂ ਕੀਤਾ ਗਿਆ? ਸਿਰਫ ਇਸ ਲਈ ਕਿ ਸ. ਬਲਕਾਰ ਸਿੰਘ ਨੇ ਇੱਕ ਸਿੱਖ ਮਾਂ ਦੀ ਕੁੱਖ ਤੋਂ ਜਨਮ ਲਿਆ ਸੀ ਅਤੇ ਭਾਰਤ ਸਰਕਾਰ ਨੂੰ ਹੁਣ ਹਰ ਸਿੱਖ 'ਦੇ ਜੁਝਾਰੂ ਨਜ਼ਰ ਆਉਣ ਲੱਗ ਪਿਆ ਹੈ। ਜੇ ਸ. ਬਲਕਾਰ ਸਿੰਘ ਜੁਝਾਰੂ ਹੀ ਸੀ ਤਾਂ ਇਨ੍ਹਾਂ ਜਮਦੂਤਾਂ ਨੇ ਉਸ ਨੂੰ ਵੀਜ਼ਾ ਹੀ ਕਿਉਂ ਦਿੱਤਾ ਸੀ? ਜੇ ਉਸ ਤੋਂ ਇਨ੍ਹਾਂ ਨੂੰ ਡਰ ਲੱਗਦਾ ਸੀ ਤਾਂ ਇਨ੍ਹਾਂ ਦੀ ਖੁਫ਼ੀਆ ਏਜੰਸੀਆਂ ਨੇ ਉਸ ਨੂੰ ਹਵਾਈ ਅੱਡੇ ਤੋਂ ਹੀ ਵਾਪਸ ਭੇਜਿਆ ਜਾ ਸਕਦਾ ਸੀ। (56, 362, 402, 433)
newspaper-page (4, 0, 982, 1363)
